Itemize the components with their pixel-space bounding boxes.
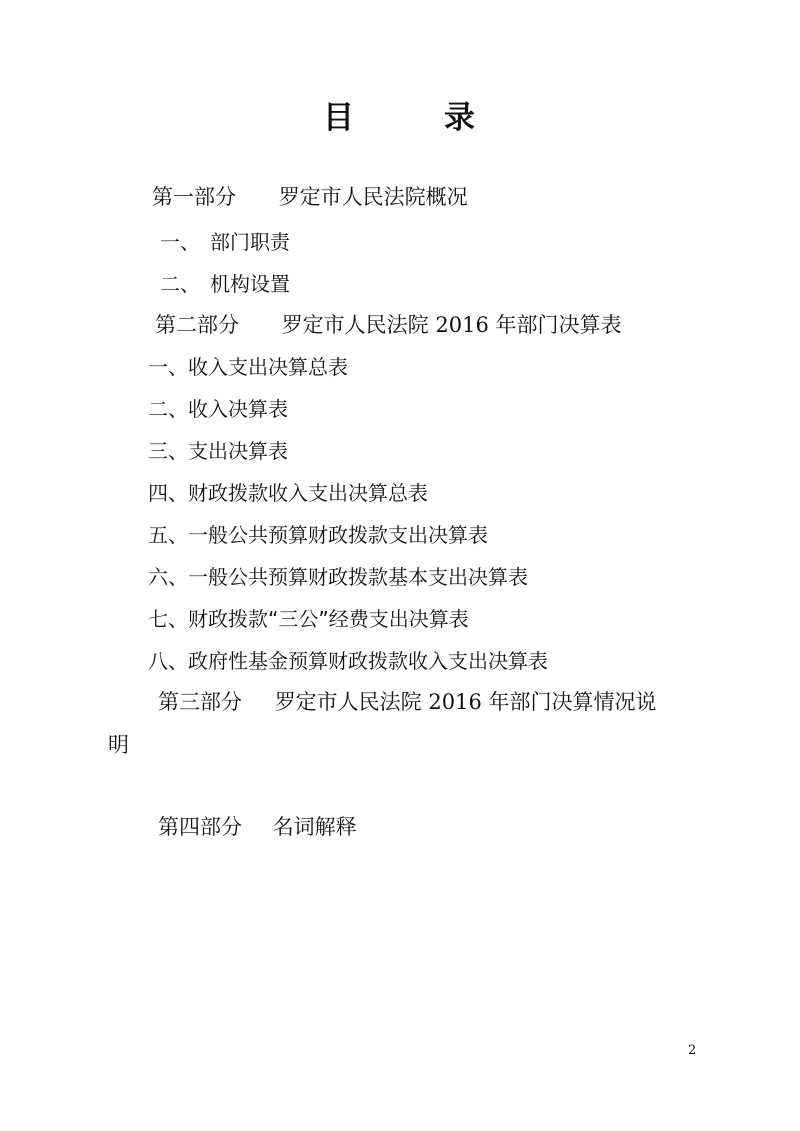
part1-item-1: 一、 部门职责	[160, 230, 290, 254]
part2-title: 罗定市人民法院 2016 年部门决算表	[281, 313, 622, 337]
part2-item-6: 六、一般公共预算财政拨款基本支出决算表	[148, 565, 528, 589]
part3-heading	[158, 688, 656, 716]
title-char-2: 录	[444, 100, 477, 136]
part3-title-line1: 罗定市人民法院 2016 年部门决算情况说	[274, 690, 657, 714]
part1-item-2: 二、 机构设置	[160, 272, 290, 296]
part2-heading	[155, 311, 621, 339]
part1-heading	[152, 183, 468, 211]
page-title	[0, 92, 800, 137]
part2-item-4: 四、财政拨款收入支出决算总表	[148, 481, 428, 505]
part2-item-2: 二、收入决算表	[148, 397, 288, 421]
part2-item-1: 一、收入支出决算总表	[148, 355, 348, 379]
part1-title: 罗定市人民法院概况	[278, 185, 468, 209]
part4-heading	[158, 813, 357, 841]
part3-title-line2: 明	[108, 733, 129, 757]
part2-item-8: 八、政府性基金预算财政拨款收入支出决算表	[148, 649, 548, 673]
part2-item-7: 七、财政拨款“三公”经费支出决算表	[148, 607, 469, 631]
part2-item-3: 三、支出决算表	[148, 439, 288, 463]
part4-label: 第四部分	[158, 815, 242, 839]
page-number: 2	[688, 1043, 697, 1058]
part4-title: 名词解释	[272, 815, 357, 839]
part2-label: 第二部分	[155, 313, 239, 337]
title-char-1: 目	[323, 100, 356, 136]
part2-item-5: 五、一般公共预算财政拨款支出决算表	[148, 523, 488, 547]
part1-label: 第一部分	[152, 185, 236, 209]
part3-label: 第三部分	[158, 690, 242, 714]
